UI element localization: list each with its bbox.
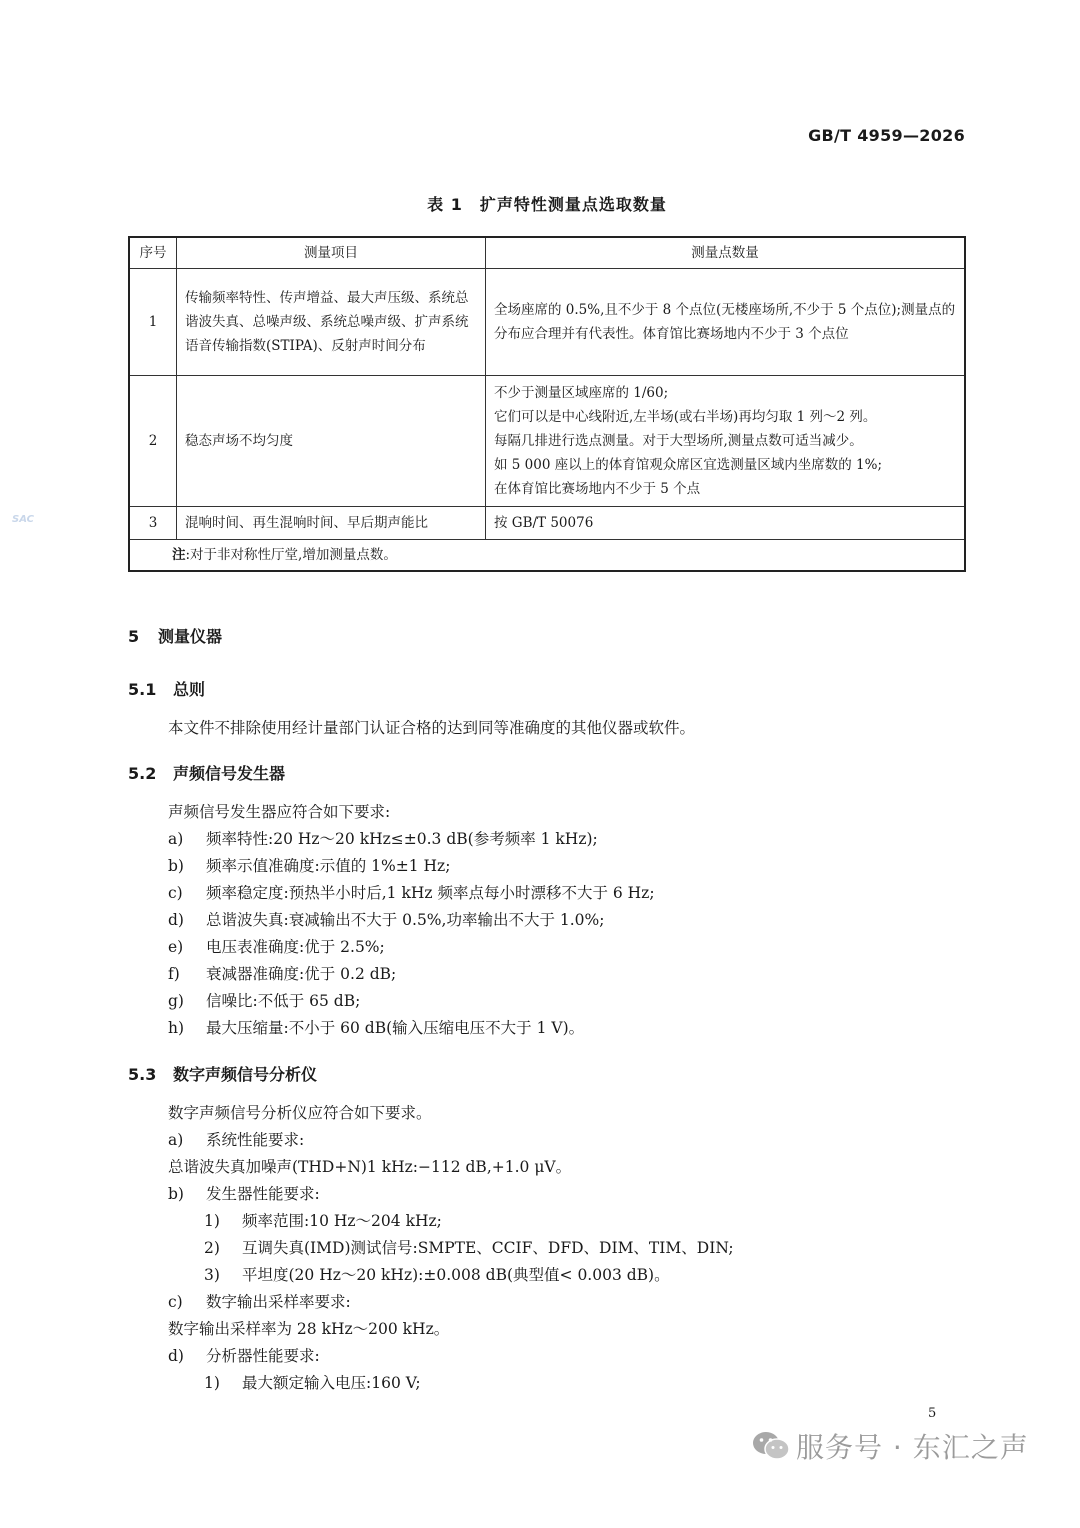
list-item: b) 频率示值准确度:示值的 1%±1 Hz; [168,857,451,875]
list-item: d) 分析器性能要求: [168,1347,320,1365]
standard-number: GB/T 4959—2026 [808,126,965,145]
note-label: 注 [172,547,186,563]
note-text: :对于非对称性厅堂,增加测量点数。 [185,547,397,563]
points-line: 在体育馆比赛场地内不少于 5 个点 [494,481,701,497]
row-no: 2 [129,376,177,507]
sub-list-item: 3) 平坦度(20 Hz～20 kHz):±0.008 dB(典型值< 0.003 dB)。 [204,1266,670,1284]
section-5-3-intro: 数字声频信号分析仪应符合如下要求。 [168,1104,432,1122]
sub-list-item: 1) 频率范围:10 Hz～204 kHz; [204,1212,442,1230]
section-5-2-heading: 5.2 声频信号发生器 [128,764,286,783]
table-note-row [129,540,965,572]
measurement-points-table [128,236,966,572]
list-item: h) 最大压缩量:不小于 60 dB(输入压缩电压不大于 1 V)。 [168,1019,585,1037]
row-no: 3 [129,507,177,540]
section-5-2-intro: 声频信号发生器应符合如下要求: [168,803,391,821]
column-header-no: 序号 [129,237,177,269]
section-5-3-heading: 5.3 数字声频信号分析仪 [128,1065,318,1084]
row-item: 传输频率特性、传声增益、最大声压级、系统总谐波失真、总噪声级、系统总噪声级、扩声系统语音传输指数(STIPA)、反射声时间分布 [177,269,486,376]
list-item: d) 总谐波失真:衰减输出不大于 0.5%,功率输出不大于 1.0%; [168,911,605,929]
points-line: 每隔几排进行选点测量。对于大型场所,测量点数可适当减少。 [494,433,863,449]
points-line: 如 5 000 座以上的体育馆观众席区宜选测量区域内坐席数的 1%; [494,457,882,473]
list-item: f) 衰减器准确度:优于 0.2 dB; [168,965,397,983]
section-5-heading: 5 测量仪器 [128,627,223,646]
sub-list-item: 1) 最大额定输入电压:160 V; [204,1374,421,1392]
list-item: g) 信噪比:不低于 65 dB; [168,992,361,1010]
wechat-icon [752,1430,790,1469]
points-line: 不少于测量区域座席的 1/60; [494,385,669,401]
row-points [486,376,966,507]
row-no: 1 [129,269,177,376]
sub-list-item: 2) 互调失真(IMD)测试信号:SMPTE、CCIF、DFD、DIM、TIM、DIN; [204,1239,734,1257]
watermark [752,1426,1029,1469]
list-item: b) 发生器性能要求: [168,1185,320,1203]
list-item: a) 频率特性:20 Hz～20 kHz≤±0.3 dB(参考频率 1 kHz); [168,830,598,848]
column-header-points: 测量点数量 [486,237,966,269]
sac-logo: SAC [12,514,34,525]
list-item-detail: 总谐波失真加噪声(THD+N)1 kHz:−112 dB,+1.0 μV。 [168,1158,572,1176]
watermark-text: 服务号 · 东汇之声 [796,1431,1029,1464]
row-item: 混响时间、再生混响时间、早后期声能比 [177,507,486,540]
row-points: 全场座席的 0.5%,且不少于 8 个点位(无楼座场所,不少于 5 个点位);测量点的分布应合理并有代表性。体育馆比赛场地内不少于 3 个点位 [486,269,966,376]
table-caption: 表 1 扩声特性测量点选取数量 [427,195,667,214]
section-5-1-text: 本文件不排除使用经计量部门认证合格的达到同等准确度的其他仪器或软件。 [168,719,696,737]
list-item: a) 系统性能要求: [168,1131,305,1149]
table-row [129,376,965,507]
row-item: 稳态声场不均匀度 [177,376,486,507]
list-item: c) 数字输出采样率要求: [168,1293,351,1311]
table-row [129,507,965,540]
page-number: 5 [928,1406,937,1421]
row-points: 按 GB/T 50076 [486,507,966,540]
list-item-detail: 数字输出采样率为 28 kHz～200 kHz。 [168,1320,450,1338]
table-header-row [129,237,965,269]
column-header-item: 测量项目 [177,237,486,269]
section-5-1-heading: 5.1 总则 [128,680,206,699]
list-item: e) 电压表准确度:优于 2.5%; [168,938,385,956]
table-note [129,540,965,572]
points-line: 它们可以是中心线附近,左半场(或右半场)再均匀取 1 列～2 列。 [494,409,877,425]
list-item: c) 频率稳定度:预热半小时后,1 kHz 频率点每小时漂移不大于 6 Hz; [168,884,655,902]
table-row [129,269,965,376]
